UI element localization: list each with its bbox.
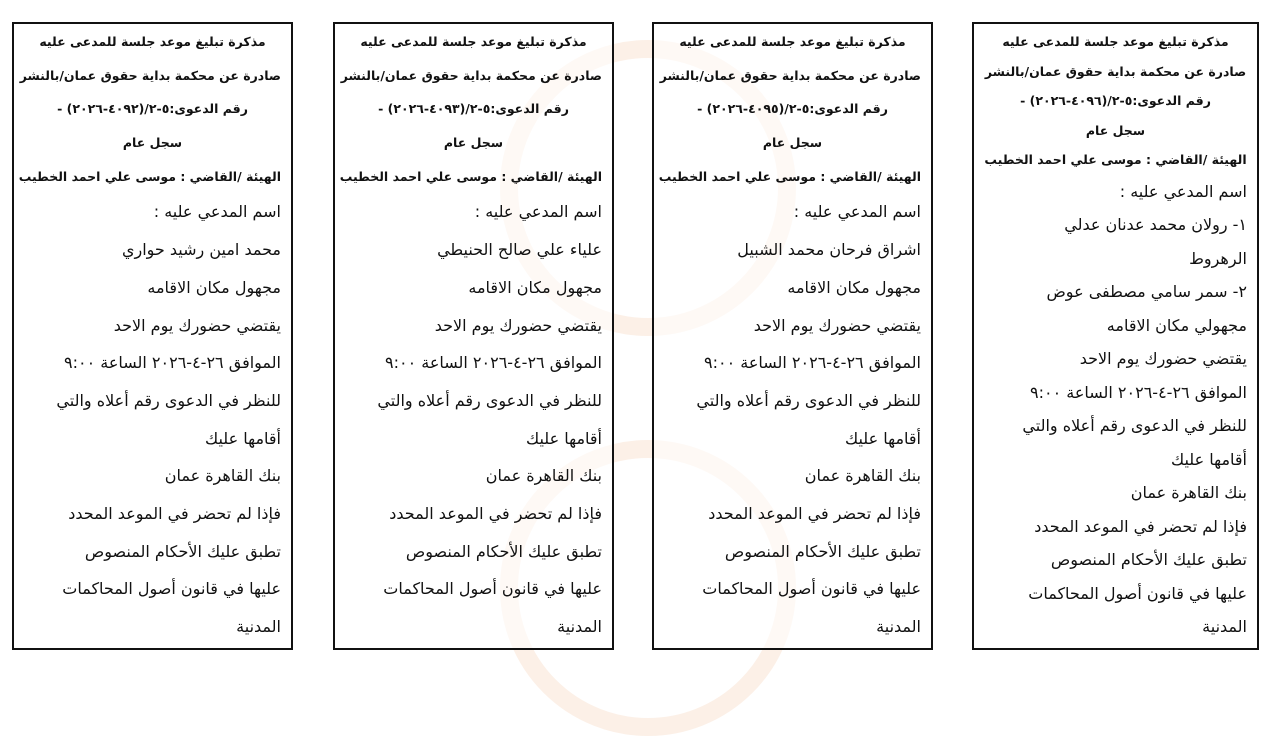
notice-line: أقامها عليك bbox=[204, 428, 281, 448]
notice-line: عليها في قانون أصول المحاكمات bbox=[1028, 583, 1247, 603]
notice-box bbox=[652, 22, 933, 650]
notice-line: الموافق ٢٦-٤-٢٠٢٦ الساعة ٩:٠٠ bbox=[384, 353, 602, 373]
notice-line: أقامها عليك bbox=[525, 428, 602, 448]
notice-line: أقامها عليك bbox=[844, 428, 921, 448]
notice-case-number: رقم الدعوى:٥-٢/(٤٠٩٥-٢٠٢٦) - bbox=[697, 101, 888, 117]
notice-registry: سجل عام bbox=[443, 135, 504, 151]
notice-title: مذكرة تبليغ موعد جلسة للمدعى عليه bbox=[360, 34, 587, 49]
notice-line: بنك القاهرة عمان bbox=[804, 466, 921, 486]
notice-line: المدنية bbox=[876, 617, 921, 636]
notice-line: بنك القاهرة عمان bbox=[164, 466, 281, 486]
notice-box bbox=[972, 22, 1259, 650]
notice-judge: الهيئة /القاضي : موسى علي احمد الخطيب bbox=[658, 168, 921, 184]
notice-line: مجهول مكان الاقامه bbox=[147, 277, 281, 297]
notice-case-number: رقم الدعوى:٥-٢/(٤٠٩٢-٢٠٢٦) - bbox=[57, 101, 248, 117]
notice-line: أقامها عليك bbox=[1170, 449, 1247, 469]
notice-judge: الهيئة /القاضي : موسى علي احمد الخطيب bbox=[18, 168, 281, 184]
notice-line: للنظر في الدعوى رقم أعلاه والتي bbox=[56, 390, 281, 410]
notice-line: المدنية bbox=[236, 617, 281, 636]
notice-line: تطبق عليك الأحكام المنصوص bbox=[84, 541, 281, 561]
notice-line: بنك القاهرة عمان bbox=[485, 466, 602, 486]
notice-line: عليها في قانون أصول المحاكمات bbox=[702, 579, 921, 599]
notice-judge: الهيئة /القاضي : موسى علي احمد الخطيب bbox=[339, 168, 602, 184]
notice-line: عليها في قانون أصول المحاكمات bbox=[383, 579, 602, 599]
notice-line: الموافق ٢٦-٤-٢٠٢٦ الساعة ٩:٠٠ bbox=[703, 353, 921, 373]
notice-registry: سجل عام bbox=[1085, 122, 1146, 138]
notice-box bbox=[12, 22, 293, 650]
notice-line: عليها في قانون أصول المحاكمات bbox=[62, 579, 281, 599]
notice-line: الموافق ٢٦-٤-٢٠٢٦ الساعة ٩:٠٠ bbox=[1029, 382, 1247, 402]
notice-line: المدنية bbox=[1202, 617, 1247, 636]
notice-registry: سجل عام bbox=[762, 135, 823, 151]
notice-court: صادرة عن محكمة بداية حقوق عمان/بالنشر bbox=[19, 67, 281, 83]
notice-line: يقتضي حضورك يوم الاحد bbox=[1079, 349, 1247, 368]
notice-line: يقتضي حضورك يوم الاحد bbox=[113, 315, 281, 335]
notice-line: يقتضي حضورك يوم الاحد bbox=[434, 315, 602, 335]
notice-line: تطبق عليك الأحكام المنصوص bbox=[724, 541, 921, 561]
notice-line: فإذا لم تحضر في الموعد المحدد bbox=[389, 503, 602, 523]
notice-line: مجهول مكان الاقامه bbox=[468, 277, 602, 297]
notice-line: علياء علي صالح الحنيطي bbox=[437, 240, 602, 260]
notice-line: محمد امين رشيد حواري bbox=[121, 240, 281, 260]
notice-line: ١- رولان محمد عدنان عدلي bbox=[1064, 215, 1247, 234]
notice-line: فإذا لم تحضر في الموعد المحدد bbox=[1034, 516, 1247, 536]
notice-line: اسم المدعي عليه : bbox=[1119, 181, 1247, 201]
notice-line: تطبق عليك الأحكام المنصوص bbox=[1050, 550, 1247, 569]
notice-registry: سجل عام bbox=[122, 135, 183, 151]
notice-line: ٢- سمر سامي مصطفى عوض bbox=[1046, 282, 1247, 301]
notice-line: اسم المدعي عليه : bbox=[153, 202, 281, 222]
notice-line: للنظر في الدعوى رقم أعلاه والتي bbox=[1022, 416, 1247, 435]
notice-line: المدنية bbox=[557, 617, 602, 636]
notice-court: صادرة عن محكمة بداية حقوق عمان/بالنشر bbox=[659, 67, 921, 83]
notice-line: فإذا لم تحضر في الموعد المحدد bbox=[708, 503, 921, 523]
notice-line: للنظر في الدعوى رقم أعلاه والتي bbox=[696, 390, 921, 410]
notice-line: الرهروط bbox=[1189, 248, 1247, 268]
notice-line: تطبق عليك الأحكام المنصوص bbox=[405, 541, 602, 561]
notice-title: مذكرة تبليغ موعد جلسة للمدعى عليه bbox=[39, 34, 266, 49]
notice-case-number: رقم الدعوى:٥-٢/(٤٠٩٦-٢٠٢٦) - bbox=[1020, 93, 1211, 108]
notice-title: مذكرة تبليغ موعد جلسة للمدعى عليه bbox=[1002, 34, 1229, 49]
notice-line: بنك القاهرة عمان bbox=[1130, 483, 1247, 502]
notice-court: صادرة عن محكمة بداية حقوق عمان/بالنشر bbox=[340, 67, 602, 83]
notice-box bbox=[333, 22, 614, 650]
notice-court: صادرة عن محكمة بداية حقوق عمان/بالنشر bbox=[984, 63, 1247, 79]
notice-title: مذكرة تبليغ موعد جلسة للمدعى عليه bbox=[679, 34, 906, 49]
notice-case-number: رقم الدعوى:٥-٢/(٤٠٩٣-٢٠٢٦) - bbox=[378, 101, 569, 117]
notice-line: للنظر في الدعوى رقم أعلاه والتي bbox=[377, 390, 602, 410]
notice-line: اسم المدعي عليه : bbox=[474, 202, 602, 222]
notice-line: الموافق ٢٦-٤-٢٠٢٦ الساعة ٩:٠٠ bbox=[63, 353, 281, 373]
notice-line: مجهول مكان الاقامه bbox=[787, 277, 921, 297]
notice-line: فإذا لم تحضر في الموعد المحدد bbox=[68, 503, 281, 523]
notice-line: اشراق فرحان محمد الشبيل bbox=[737, 240, 921, 260]
notice-line: اسم المدعي عليه : bbox=[793, 202, 921, 222]
notice-judge: الهيئة /القاضي : موسى علي احمد الخطيب bbox=[984, 152, 1247, 167]
notice-line: مجهولي مكان الاقامه bbox=[1106, 315, 1247, 335]
notice-line: يقتضي حضورك يوم الاحد bbox=[753, 315, 921, 335]
